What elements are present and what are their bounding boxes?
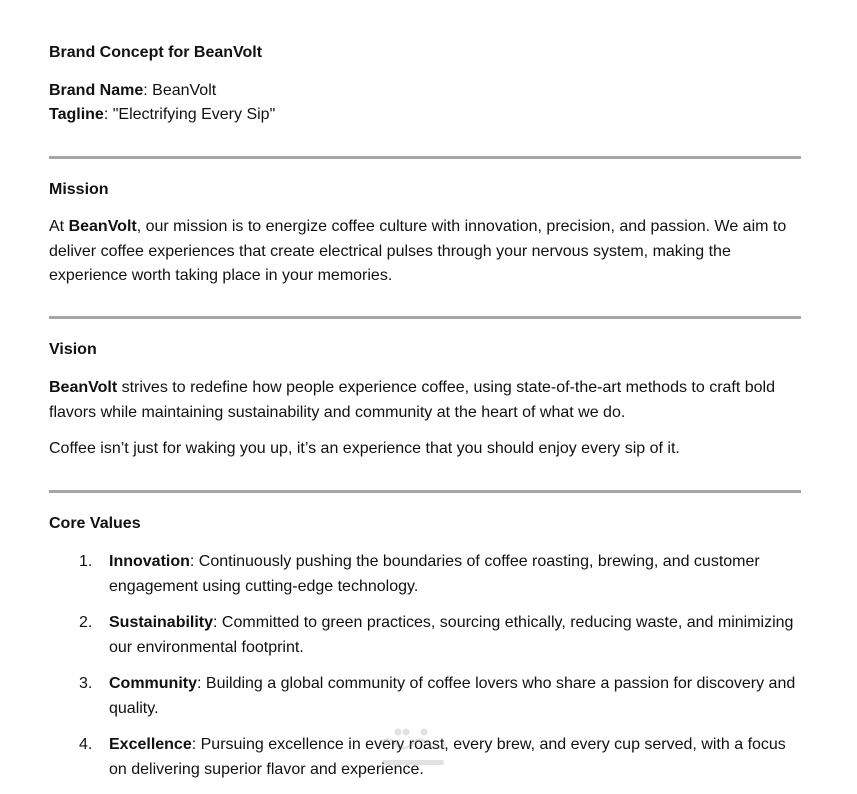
core-value-item bbox=[49, 672, 801, 721]
tagline-value: : "Electrifying Every Sip" bbox=[103, 106, 276, 123]
mission-paragraph bbox=[49, 215, 801, 289]
vision-second-paragraph: Coffee isn’t just for waking you up, it’s an experience that you should enjoy every sip of it. bbox=[49, 440, 680, 457]
list-number: 4. bbox=[79, 736, 93, 753]
list-number: 1. bbox=[79, 553, 93, 570]
vision-heading: Vision bbox=[49, 341, 97, 358]
vision-paragraph bbox=[49, 376, 801, 425]
document-title: Brand Concept for BeanVolt bbox=[49, 44, 263, 61]
mission-text: , our mission is to energize coffee culture with innovation, precision, and passion. We aim to deliver coffee experiences that create electrical pulses through your nervous system, making the experience worth taking place in your memories. bbox=[49, 218, 787, 284]
brand-name-value: : BeanVolt bbox=[143, 82, 217, 99]
list-number: 3. bbox=[79, 675, 93, 692]
mission-lead: At bbox=[49, 218, 69, 235]
section-divider bbox=[49, 156, 801, 159]
value-description: : Continuously pushing the boundaries of coffee roasting, brewing, and customer engagement using cutting-edge technology. bbox=[109, 553, 760, 595]
core-values-list bbox=[49, 550, 801, 794]
value-description: : Building a global community of coffee lovers who share a passion for discovery and quality. bbox=[109, 675, 796, 717]
value-description: : Committed to green practices, sourcing ethically, reducing waste, and minimizing our environmental footprint. bbox=[109, 614, 794, 656]
vision-text: strives to redefine how people experience coffee, using state-of-the-art methods to craft bold flavors while maintaining sustainability and community at the heart of what we do. bbox=[49, 379, 776, 421]
tagline-label: Tagline bbox=[49, 106, 104, 123]
mission-heading: Mission bbox=[49, 181, 109, 198]
mission-brand: BeanVolt bbox=[68, 218, 137, 235]
section-divider bbox=[49, 490, 801, 493]
core-value-item bbox=[49, 733, 801, 782]
vision-brand: BeanVolt bbox=[49, 379, 118, 396]
value-term: Excellence bbox=[109, 736, 192, 753]
tagline-line bbox=[49, 105, 275, 125]
section-divider bbox=[49, 316, 801, 319]
core-values-heading: Core Values bbox=[49, 515, 141, 532]
brand-name-line bbox=[49, 81, 216, 101]
core-value-item bbox=[49, 550, 801, 599]
value-term: Community bbox=[109, 675, 197, 692]
value-description: : Pursuing excellence in every roast, every brew, and every cup served, with a focus on delivering superior flavor and experience. bbox=[109, 736, 786, 778]
value-term: Sustainability bbox=[109, 614, 214, 631]
core-value-item bbox=[49, 611, 801, 660]
list-number: 2. bbox=[79, 614, 93, 631]
value-term: Innovation bbox=[109, 553, 190, 570]
brand-name-label: Brand Name bbox=[49, 82, 144, 99]
